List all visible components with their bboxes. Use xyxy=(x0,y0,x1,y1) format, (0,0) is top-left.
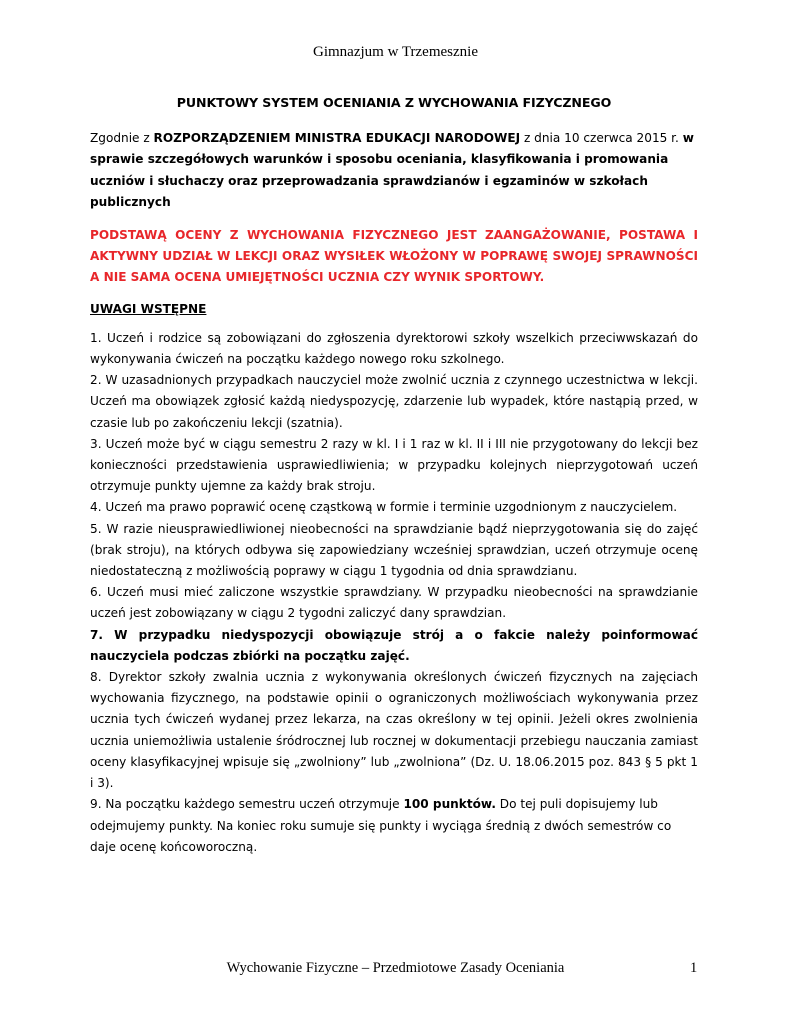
rule-item-8: 8. Dyrektor szkoły zwalnia ucznia z wykonywania określonych ćwiczeń fizycznych na zajęciach wychowania fizycznego, na podstawie opinii o ograniczonych możliwościach wykonywania przez ucznia tych ćwiczeń wydanej przez lekarza, na czas określony w tej opinii. Jeżeli okres zwolnienia ucznia uniemożliwia ustalenie śródrocznej lub rocznej w dokumentacji przebiegu nauczania zamiast oceny klasyfikacyjnej wpisuje się „zwolniony” lub „zwolniona” (Dz. U. 18.06.2015 poz. 843 § 5 pkt 1 i 3). xyxy=(90,670,698,791)
intro-subject: w sprawie szczegółowych warunków i sposobu oceniania, klasyfikowania i promowania uczniów i słuchaczy oraz przeprowadzania sprawdzianów i egzaminów w szkołach publicznych xyxy=(90,131,694,209)
page-number: 1 xyxy=(690,960,698,976)
rule-item-9-start: 9. Na początku każdego semestru uczeń otrzymuje xyxy=(90,797,404,812)
rule-item-3: 3. Uczeń może być w ciągu semestru 2 razy w kl. I i 1 raz w kl. II i III nie przygotowany do lekcji bez konieczności przedstawienia usprawiedliwienia; w przypadku kolejnych nieprzygotowań uczeń otrzymuje punkty ujemne za każdy brak stroju. xyxy=(90,436,698,494)
intro-regulation: ROZPORZĄDZENIEM MINISTRA EDUKACJI NARODOWEJ xyxy=(153,131,521,146)
rule-item-2: 2. W uzasadnionych przypadkach nauczyciel może zwolnić ucznia z czynnego uczestnictwa w lekcji. Uczeń ma obowiązek zgłosić każdą niedyspozycję, zdarzenie lub wypadek, które nastąpią przed, w czasie lub po zakończeniu lekcji (szatnia). xyxy=(90,373,698,430)
page-header: Gimnazjum w Trzemesznie xyxy=(313,44,478,60)
footer-title: Wychowanie Fizyczne – Przedmiotowe Zasady Oceniania xyxy=(226,960,565,976)
rule-item-1: 1. Uczeń i rodzice są zobowiązani do zgłoszenia dyrektorowi szkoły wszelkich przeciwwskazań do wykonywania ćwiczeń na początku każdego nowego roku szkolnego. xyxy=(90,330,698,367)
rule-item-6: 6. Uczeń musi mieć zaliczone wszystkie sprawdziany. W przypadku nieobecności na sprawdzianie uczeń jest zobowiązany w ciągu 2 tygodni zaliczyć dany sprawdzian. xyxy=(90,585,698,621)
rule-item-7: 7. W przypadku niedyspozycji obowiązuje strój a o fakcie należy poinformować nauczyciela podczas zbiórki na początku zajęć. xyxy=(90,627,698,663)
rule-item-9 xyxy=(90,794,698,858)
intro-date: z dnia 10 czerwca 2015 r. xyxy=(520,131,683,146)
document-title: PUNKTOWY SYSTEM OCENIANIA Z WYCHOWANIA FIZYCZNEGO xyxy=(176,95,612,110)
evaluation-principle: PODSTAWĄ OCENY Z WYCHOWANIA FIZYCZNEGO JEST ZAANGAŻOWANIE, POSTAWA I AKTYWNY UDZIAŁ W LEKCJI ORAZ WYSIŁEK WŁOŻONY W POPRAWĘ SWOJEJ SPRAWNOŚCI A NIE SAMA OCENA UMIEJĘTNOŚCI UCZNIA CZY WYNIK SPORTOWY. xyxy=(90,228,698,285)
section-heading: UWAGI WSTĘPNE xyxy=(90,301,207,316)
document-body xyxy=(90,92,698,858)
rule-item-9-points: 100 punktów. xyxy=(403,797,496,812)
intro-paragraph xyxy=(90,128,698,213)
rule-item-5: 5. W razie nieusprawiedliwionej nieobecności na sprawdzianie bądź nieprzygotowania się do zajęć (brak stroju), na których odbywa się zapowiedziany wcześniej sprawdzian, uczeń otrzymuje ocenę niedostateczną z możliwością poprawy w ciągu 1 tygodnia od dnia sprawdzianu. xyxy=(90,521,698,579)
rule-item-4: 4. Uczeń ma prawo poprawić ocenę cząstkową w formie i terminie uzgodnionym z nauczycielem. xyxy=(90,500,678,515)
intro-prefix: Zgodnie z xyxy=(90,131,154,146)
rule-item-9-end: Do tej puli dopisujemy lub odejmujemy punkty. Na koniec roku sumuje się punkty i wyciąga średnią z dwóch semestrów co daje ocenę końcoworoczną. xyxy=(90,797,672,854)
